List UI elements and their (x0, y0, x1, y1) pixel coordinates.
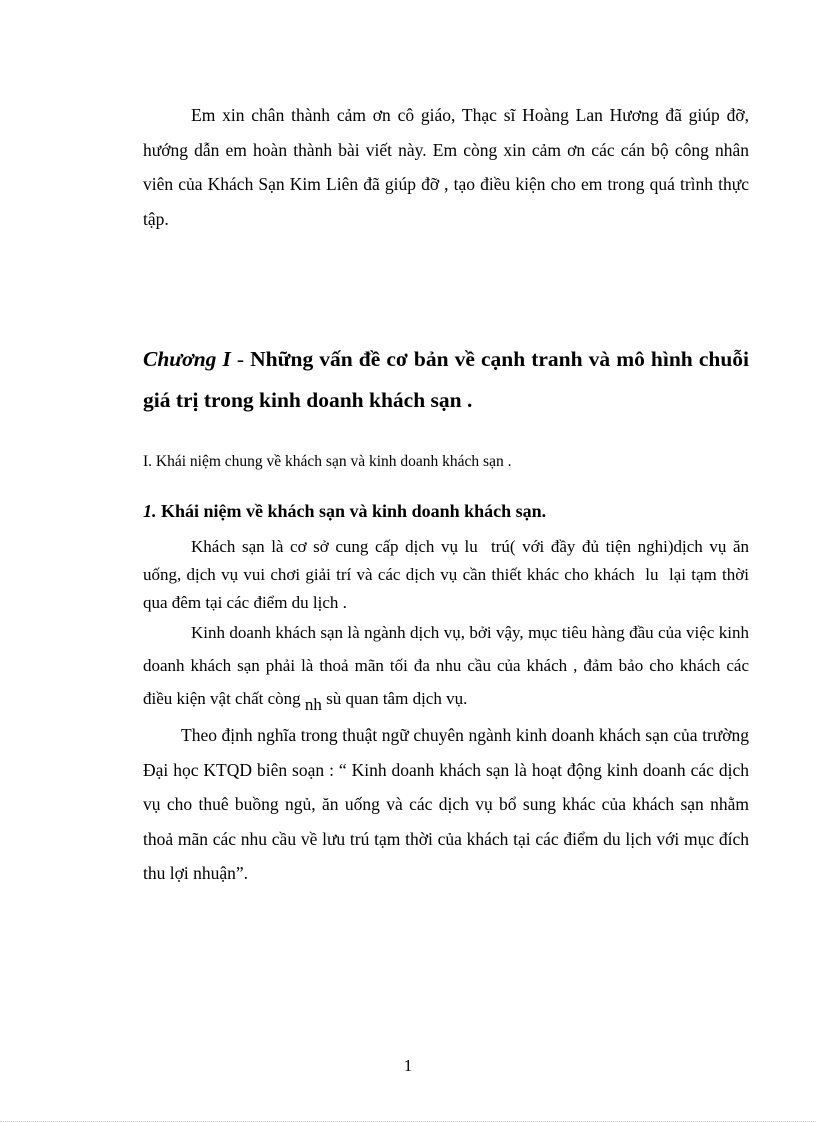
hotel-definition-text: Khách sạn là cơ sở cung cấp dịch vụ lu trú( với đầy đủ tiện nghi)dịch vụ ăn uống, dịch vụ vui chơi giải trí và các dịch vụ cần thiết khác cho khách lu lại tạm thời qua đêm tại các điểm du lịch . (143, 537, 754, 612)
business-goal-subscript: nh (304, 695, 322, 714)
chapter-label: Chương I (143, 347, 231, 371)
business-goal-paragraph (143, 616, 749, 715)
chapter-heading (143, 339, 749, 421)
acknowledgement-text: Em xin chân thành cảm ơn cô giáo, Thạc sĩ Hoàng Lan Hương đã giúp đỡ, hướng dẫn em hoàn thành bài viết này. Em còng xin cảm ơn các cán bộ công nhân viên của Khách Sạn Kim Liên đã giúp đỡ , tạo điều kiện cho em trong quá trình thực tập. (143, 105, 749, 229)
section-heading: I. Khái niệm chung về khách sạn và kinh doanh khách sạn . (143, 453, 512, 470)
page-bottom-border (0, 1121, 816, 1122)
page-number: 1 (403, 1056, 413, 1075)
business-goal-text-end: sù quan tâm dịch vụ. (326, 689, 468, 708)
business-goal-text: Kinh doanh khách sạn là ngành dịch vụ, bởi vậy, mục tiêu hàng đầu của việc kinh doanh khách sạn phải là thoả mãn tối đa nhu cầu của khách , đảm bảo cho khách các điều kiện vật chất còng (143, 623, 749, 708)
chapter-title: Những vấn đề cơ bản về cạnh tranh và mô hình chuỗi giá trị trong kinh doanh khách sạn . (143, 347, 749, 412)
hotel-definition-paragraph (143, 533, 754, 617)
ktqd-definition-text: Theo định nghĩa trong thuật ngữ chuyên ngành kinh doanh khách sạn của trường Đại học KTQD biên soạn : “ Kinh doanh khách sạn là hoạt động kinh doanh các dịch vụ cho thuê buồng ngủ, ăn uống và các dịch vụ bổ sung khác của khách sạn nhằm thoả mãn các nhu cầu về lưu trú tạm thời của khách tại các điểm du lịch với mục đích thu lợi nhuận”. (143, 725, 749, 883)
ktqd-definition-paragraph (143, 718, 749, 891)
chapter-separator: - (230, 347, 251, 371)
subsection-number: 1. (143, 501, 157, 521)
subsection-title: Khái niệm về khách sạn và kinh doanh khách sạn. (156, 501, 547, 521)
acknowledgement-paragraph (143, 98, 749, 236)
subsection-heading (143, 500, 749, 522)
